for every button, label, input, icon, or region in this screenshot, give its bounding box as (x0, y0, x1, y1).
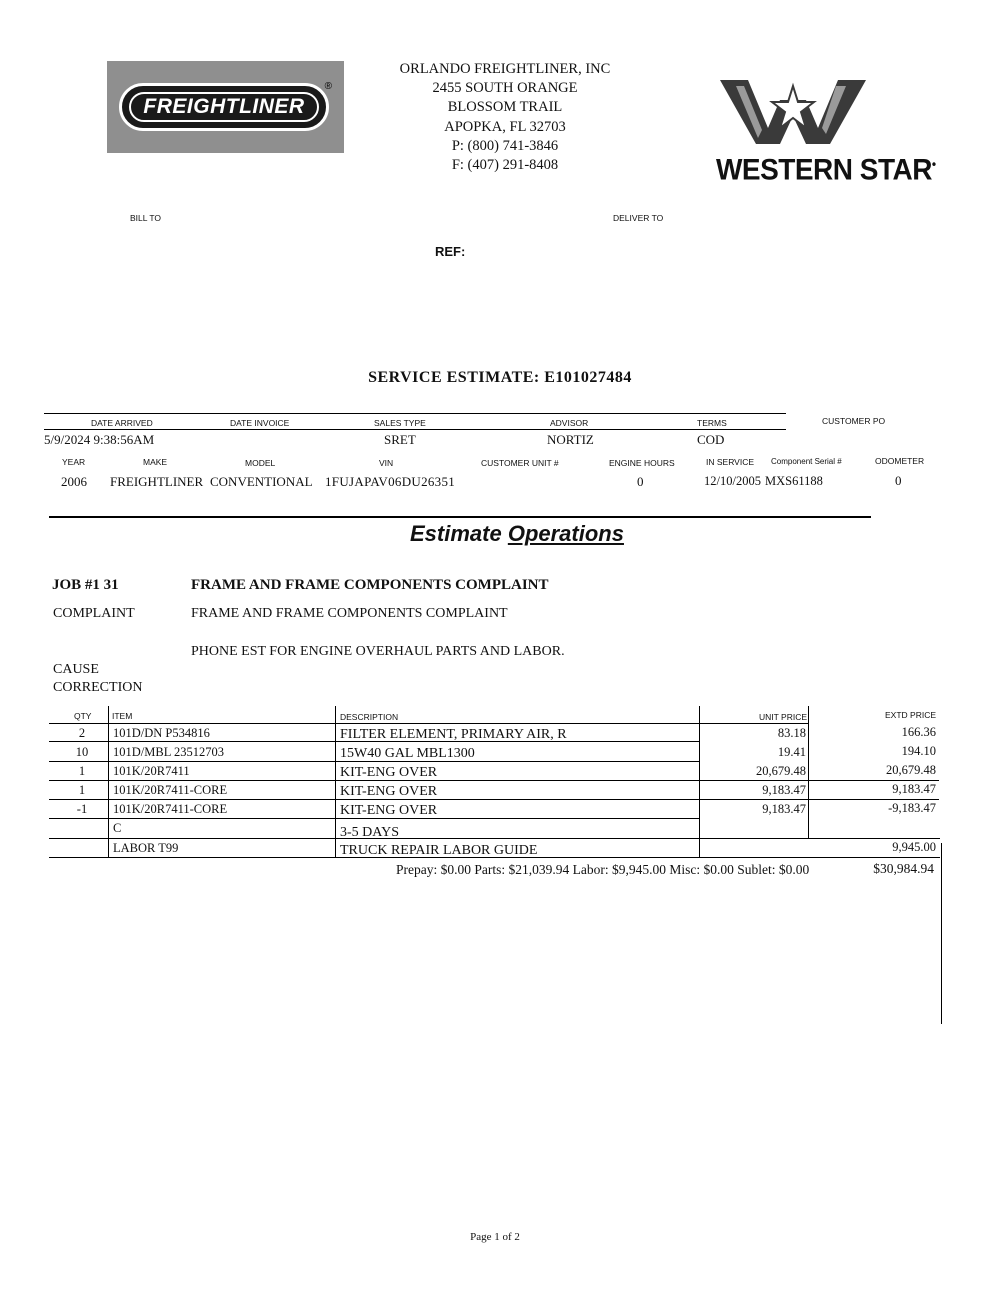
grand-total: $30,984.94 (873, 861, 934, 876)
row5-qty: -1 (76, 802, 88, 816)
row4-item: 101K/20R7411-CORE (113, 783, 228, 797)
row2-extd-price: 194.10 (901, 744, 936, 758)
label-odometer: ODOMETER (875, 456, 925, 466)
value-odometer: 0 (895, 473, 902, 488)
row1-extd-price: 166.36 (901, 725, 936, 739)
value-make: FREIGHTLINER (110, 474, 204, 489)
row1-item: 101D/DN P534816 (113, 726, 210, 740)
labor-description: TRUCK REPAIR LABOR GUIDE (340, 843, 538, 858)
label-in-service: IN SERVICE (706, 457, 755, 467)
row1-qty: 2 (78, 726, 86, 740)
row3-qty: 1 (78, 764, 86, 778)
row3-unit-price: 20,679.48 (756, 764, 806, 778)
cause-label: CAUSE (53, 662, 99, 677)
labor-extd-price: 9,945.00 (892, 840, 936, 854)
label-year: YEAR (62, 457, 86, 467)
value-vin: 1FUJAPAV06DU26351 (325, 474, 456, 489)
col-description-header: DESCRIPTION (340, 712, 399, 722)
dealer-fax: F: (407) 291-8408 (451, 157, 559, 174)
job-number: JOB #1 31 (52, 577, 119, 593)
deliver-to-label: DELIVER TO (613, 213, 664, 223)
row5-extd-price: -9,183.47 (888, 801, 936, 815)
correction-label: CORRECTION (53, 680, 143, 695)
value-in-service: 12/10/2005 (704, 474, 761, 488)
western-star-logo-text: WESTERN STAR• (716, 153, 936, 186)
row3-description: KIT-ENG OVER (340, 765, 438, 780)
labor-item: LABOR T99 (113, 841, 179, 855)
row5-item: 101K/20R7411-CORE (113, 802, 228, 816)
col-extd-price-header: EXTD PRICE (885, 710, 937, 720)
label-model: MODEL (245, 458, 276, 468)
job-note: PHONE EST FOR ENGINE OVERHAUL PARTS AND LABOR. (191, 644, 565, 659)
row4-extd-price: 9,183.47 (892, 782, 936, 796)
row2-unit-price: 19.41 (777, 745, 806, 759)
value-component-serial: MXS61188 (765, 474, 823, 488)
col-qty-header: QTY (74, 711, 92, 721)
label-customer-unit: CUSTOMER UNIT # (481, 458, 559, 468)
row6-item: C (113, 821, 122, 835)
col-item-header: ITEM (112, 711, 133, 721)
complaint-label: COMPLAINT (53, 606, 135, 621)
row3-item: 101K/20R7411 (113, 764, 190, 778)
value-terms: COD (697, 432, 725, 447)
col-unit-price-header: UNIT PRICE (759, 712, 808, 722)
label-engine-hours: ENGINE HOURS (609, 458, 675, 468)
row4-qty: 1 (78, 783, 86, 797)
row2-item: 101D/MBL 23512703 (113, 745, 224, 759)
value-model: CONVENTIONAL (210, 474, 313, 489)
job-heading: FRAME AND FRAME COMPONENTS COMPLAINT (191, 577, 549, 593)
row1-description: FILTER ELEMENT, PRIMARY AIR, R (340, 727, 567, 742)
page-title: SERVICE ESTIMATE: E101027484 (368, 369, 632, 386)
complaint-text: FRAME AND FRAME COMPONENTS COMPLAINT (191, 606, 508, 621)
row1-unit-price: 83.18 (777, 726, 806, 740)
row2-qty: 10 (75, 745, 89, 759)
label-sales-type: SALES TYPE (374, 418, 426, 428)
row5-unit-price: 9,183.47 (762, 802, 806, 816)
section-title: Estimate Operations (410, 521, 624, 546)
row3-extd-price: 20,679.48 (886, 763, 936, 777)
ref-label: REF: (435, 244, 466, 259)
dealer-street-2: BLOSSOM TRAIL (447, 99, 563, 116)
dealer-address (380, 60, 630, 175)
dealer-street-1: 2455 SOUTH ORANGE (432, 80, 578, 97)
row4-unit-price: 9,183.47 (762, 783, 806, 797)
row5-description: KIT-ENG OVER (340, 803, 438, 818)
label-date-arrived: DATE ARRIVED (91, 418, 153, 428)
totals-summary: Prepay: $0.00 Parts: $21,039.94 Labor: $9,945.00 Misc: $0.00 Sublet: $0.00 (396, 862, 810, 877)
western-star-emblem-icon (718, 72, 868, 150)
value-advisor: NORTIZ (547, 432, 594, 447)
value-year: 2006 (61, 474, 87, 489)
row6-description: 3-5 DAYS (340, 825, 399, 840)
dealer-phone: P: (800) 741-3846 (451, 137, 559, 154)
label-date-invoice: DATE INVOICE (230, 418, 290, 428)
label-customer-po: CUSTOMER PO (822, 416, 886, 426)
value-sales-type: SRET (384, 432, 416, 447)
dealer-city: APOPKA, FL 32703 (444, 118, 566, 135)
freightliner-logo-text: FREIGHTLINER (143, 95, 305, 118)
registered-mark: ® (324, 81, 332, 92)
row4-description: KIT-ENG OVER (340, 784, 438, 799)
freightliner-logo (107, 61, 344, 153)
label-component-serial: Component Serial # (771, 457, 842, 466)
bill-to-label: BILL TO (130, 213, 162, 223)
dealer-name: ORLANDO FREIGHTLINER, INC (399, 61, 611, 77)
row2-description: 15W40 GAL MBL1300 (340, 746, 475, 761)
label-advisor: ADVISOR (550, 418, 589, 428)
freightliner-logo-oval (119, 83, 329, 131)
page-number: Page 1 of 2 (470, 1231, 520, 1243)
value-date-arrived: 5/9/2024 9:38:56AM (44, 432, 155, 447)
label-vin: VIN (379, 458, 394, 468)
value-engine-hours: 0 (637, 474, 644, 489)
label-terms: TERMS (697, 418, 727, 428)
label-make: MAKE (143, 457, 168, 467)
